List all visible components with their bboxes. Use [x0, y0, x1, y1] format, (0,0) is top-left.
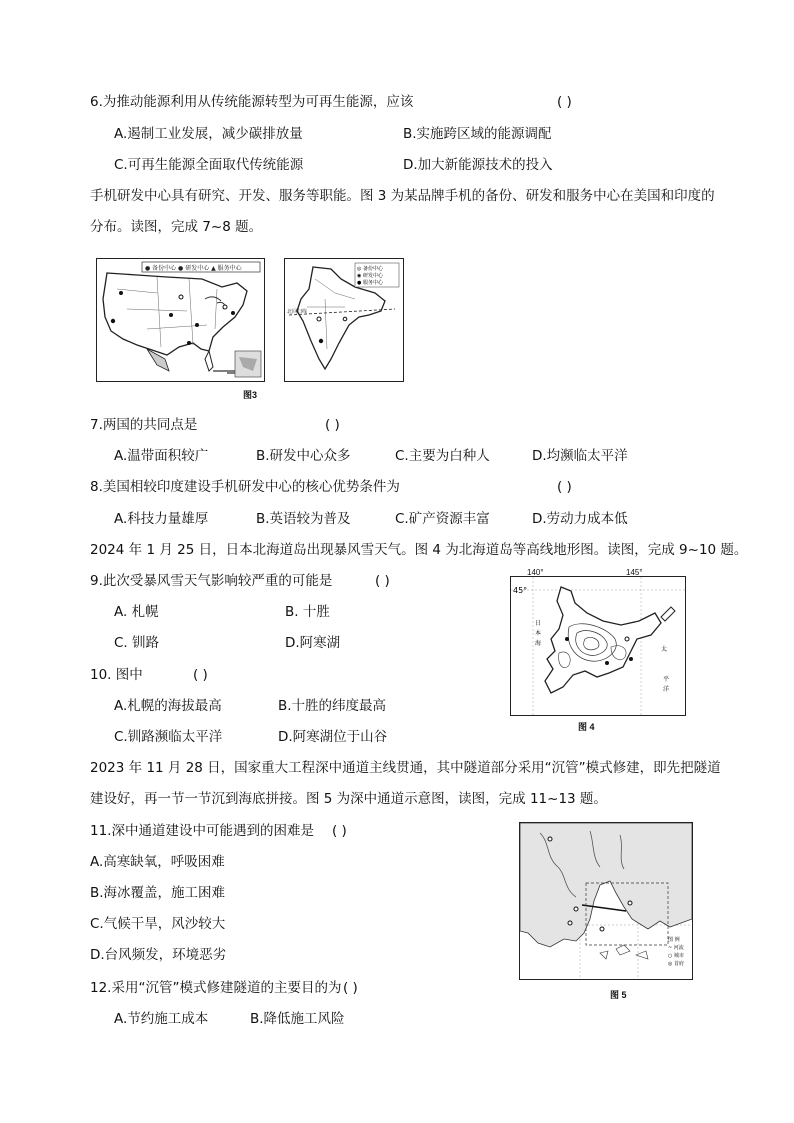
q10-option-b: B.十胜的纬度最高: [278, 698, 387, 714]
svg-text:◎ 备份中心: ◎ 备份中心: [357, 266, 383, 272]
q7-option-d: D.均濒临太平洋: [532, 448, 628, 464]
fig4-lon2: 145°: [626, 568, 643, 577]
q6-bracket: ( ): [557, 94, 572, 110]
usa-legend: ● 备份中心 ● 研发中心 ▲ 服务中心: [145, 265, 242, 272]
svg-text:~ 河流: ~ 河流: [668, 945, 684, 951]
q7-option-c: C.主要为白种人: [395, 448, 490, 464]
q9-stem: 9.此次受暴风雪天气影响较严重的可能是: [90, 573, 333, 589]
q7-option-a: A.温带面积较广: [114, 448, 209, 464]
svg-text:海: 海: [535, 640, 542, 647]
q11-option-a: A.高寒缺氧，呼吸困难: [90, 854, 225, 870]
figure-4-hokkaido-map: [510, 576, 686, 716]
svg-text:洋: 洋: [663, 686, 670, 693]
q6-option-c: C.可再生能源全面取代传统能源: [114, 157, 304, 173]
q12-stem: 12.采用“沉管”模式修建隧道的主要目的为: [90, 980, 342, 996]
q12-option-a: A.节约施工成本: [114, 1011, 209, 1027]
q9-option-d: D.阿寒湖: [285, 635, 341, 651]
q8-option-d: D.劳动力成本低: [532, 511, 628, 527]
intro-9-10-line1: 2024 年 1 月 25 日，日本北海道岛出现暴风雪天气。图 4 为北海道岛等高线地形图。读图，完成 9~10 题。: [90, 542, 748, 558]
fig4-lat-label: 45°: [513, 586, 528, 595]
q8-option-a: A.科技力量雄厚: [114, 511, 209, 527]
q9-option-a: A. 札幌: [114, 604, 159, 620]
figure-3-caption: 图3: [243, 390, 258, 400]
q6-option-d: D.加大新能源技术的投入: [403, 157, 553, 173]
intro-7-8-line1: 手机研发中心具有研究、开发、服务等职能。图 3 为某品牌手机的备份、研发和服务中心在美国和印度的: [90, 188, 715, 204]
figure-5-pearl-river-map: [519, 822, 693, 980]
svg-text:● 服务中心: ● 服务中心: [357, 280, 383, 286]
india-map-drawing: [285, 259, 403, 381]
q11-option-c: C.气候干旱，风沙较大: [90, 916, 226, 932]
fig4-lon1: 140°: [527, 568, 544, 577]
q6-stem: 6.为推动能源利用从传统能源转型为可再生能源，应该: [90, 94, 414, 110]
figure-4-caption: 图 4: [578, 722, 595, 732]
q8-option-b: B.英语较为普及: [256, 511, 351, 527]
svg-text:◎ 首府: ◎ 首府: [668, 961, 684, 967]
svg-text:日: 日: [535, 620, 542, 627]
q10-option-c: C.钏路濒临太平洋: [114, 729, 223, 745]
svg-text:北回归线: 北回归线: [287, 309, 308, 315]
q7-bracket: ( ): [325, 417, 340, 433]
q6-option-b: B.实施跨区域的能源调配: [403, 126, 552, 142]
q7-stem: 7.两国的共同点是: [90, 417, 198, 433]
intro-7-8-line2: 分布。读图，完成 7~8 题。: [90, 219, 263, 235]
q7-option-b: B.研发中心众多: [256, 448, 351, 464]
svg-text:平: 平: [663, 676, 670, 683]
q10-stem: 10. 图中: [90, 667, 143, 683]
q8-bracket: ( ): [557, 479, 572, 495]
q11-option-d: D.台风频发，环境恶劣: [90, 947, 227, 963]
q8-option-c: C.矿产资源丰富: [395, 511, 490, 527]
q12-option-b: B.降低施工风险: [250, 1011, 345, 1027]
svg-text:本: 本: [535, 630, 542, 637]
q10-option-d: D.阿寒湖位于山谷: [278, 729, 388, 745]
svg-text:○ 城市: ○ 城市: [668, 953, 684, 959]
q6-option-a: A.遏制工业发展，减少碳排放量: [114, 126, 303, 142]
svg-text:图 例: 图 例: [668, 937, 680, 943]
q12-bracket: ( ): [343, 980, 358, 996]
figure-3-india-map: [284, 258, 404, 382]
pearl-river-map-drawing: [520, 823, 692, 979]
usa-map-drawing: [97, 259, 264, 381]
q11-option-b: B.海冰覆盖，施工困难: [90, 885, 226, 901]
figure-3-usa-map: [96, 258, 265, 382]
q10-option-a: A.札幌的海拔最高: [114, 698, 222, 714]
q9-option-c: C. 钏路: [114, 635, 160, 651]
intro-11-13-line1: 2023 年 11 月 28 日，国家重大工程深中通道主线贯通，其中隧道部分采用“沉管”模式修建，即先把隧道: [90, 760, 721, 776]
hokkaido-map-drawing: [511, 577, 685, 715]
q9-option-b: B. 十胜: [285, 604, 330, 620]
q11-stem: 11.深中通道建设中可能遇到的困难是: [90, 823, 314, 839]
svg-text:◉ 研发中心: ◉ 研发中心: [357, 273, 383, 279]
q10-bracket: ( ): [193, 667, 208, 683]
intro-11-13-line2: 建设好，再一节一节沉到海底拼接。图 5 为深中通道示意图，读图，完成 11~13 题。: [90, 791, 607, 807]
q9-bracket: ( ): [375, 573, 390, 589]
figure-5-caption: 图 5: [610, 990, 627, 1000]
q11-bracket: ( ): [332, 823, 347, 839]
svg-text:太: 太: [661, 646, 668, 653]
q8-stem: 8.美国相较印度建设手机研发中心的核心优势条件为: [90, 479, 400, 495]
